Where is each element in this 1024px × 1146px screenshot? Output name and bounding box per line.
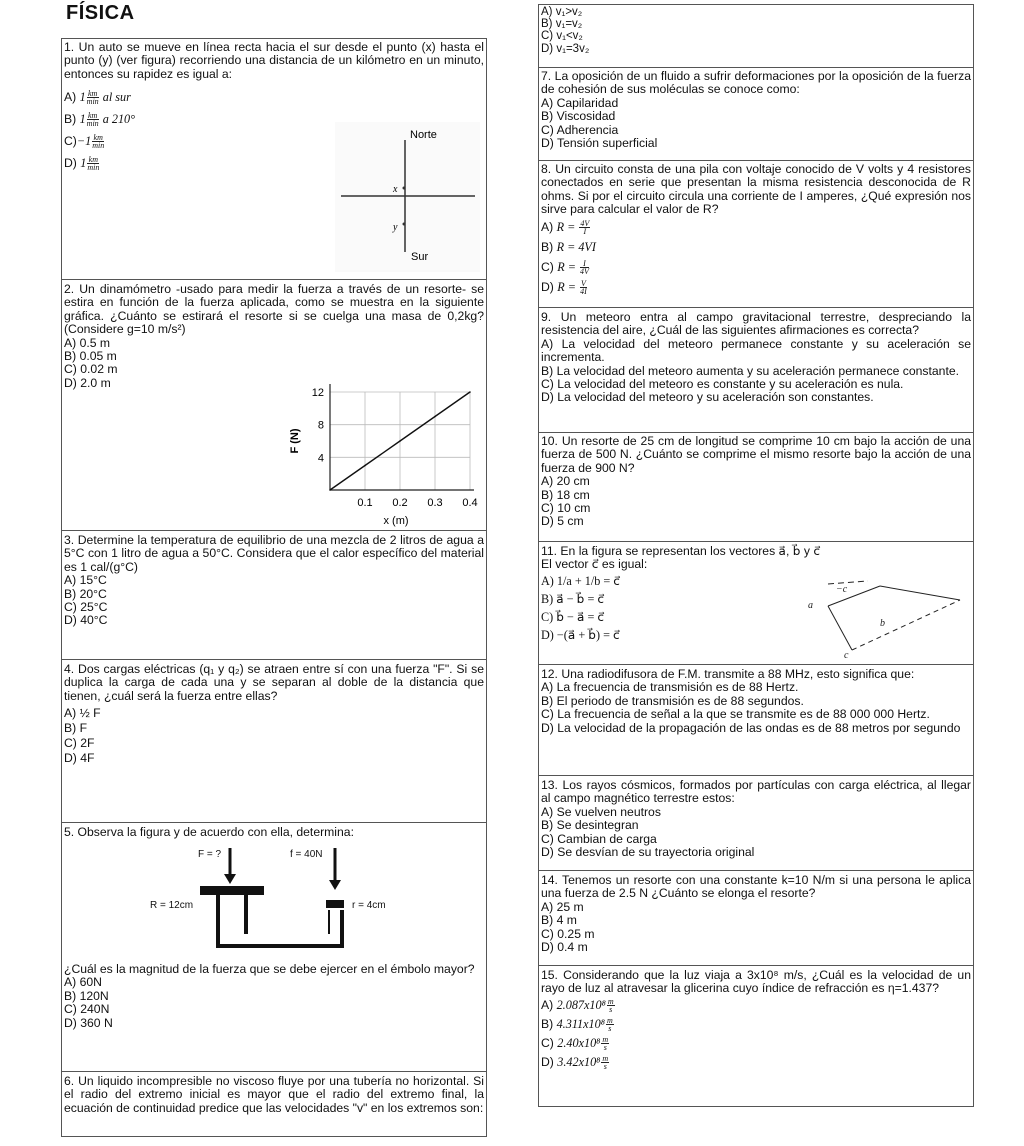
option-12d: D) La velocidad de la propagación de las ondas es de 88 metros por segundo (541, 720, 961, 735)
small-radius-label: r = 4cm (352, 900, 386, 911)
option-2d: D) 2.0 m (64, 375, 111, 390)
option-13a: A) Se vuelven neutros (541, 804, 661, 819)
option-9c: C) La velocidad del meteoro es constante y su aceleración es nula. (541, 377, 904, 392)
force-unknown-label: F = ? (198, 849, 222, 860)
option-6a: A) v₁>v₂ (541, 6, 583, 18)
force-known-label: f = 40N (290, 849, 323, 860)
question-1-options (64, 86, 264, 174)
chart-ytick-label-1: 8 (317, 419, 324, 432)
chart-xtick-label-1: 0.2 (392, 497, 408, 509)
option-10b: B) 18 cm (541, 487, 590, 502)
question-6-statement: 6. Un liquido incompresible no viscoso fluye por una tubería no horizontal. Si el radio del extremo inicial es mayor que el radio del extremo final, la ecuación de continuidad predice que las velocidades "v" en los extremos son: (64, 1074, 484, 1115)
option-7c: C) Adherencia (541, 122, 619, 137)
chart-ytick-label-2: 12 (311, 387, 324, 399)
option-5d: D) 360 N (64, 1015, 113, 1030)
subject-title: FÍSICA (66, 2, 135, 24)
question-1-statement: 1. Un auto se mueve en línea recta hacia el sur desde el punto (x) hasta el punto (y) (ver figura) recorriendo una distancia de un kilómetro en un minuto, entonces su rapidez es igual a: (64, 40, 484, 81)
question-6 (64, 1075, 484, 1115)
chart-point-2 (399, 440, 401, 442)
option-7d: D) Tensión superficial (541, 136, 658, 151)
question-6-options (541, 6, 971, 55)
option-7a: A) Capilaridad (541, 95, 619, 110)
question-14-statement: 14. Tenemos un resorte con una constante k=10 N/m si una persona le aplica una fuerza de 2.5 N ¿Cuánto se elonga el resorte? (541, 873, 971, 901)
option-2a: A) 0.5 m (64, 335, 111, 350)
option-12b: B) El periodo de transmisión es de 88 segundos. (541, 693, 804, 708)
small-piston (326, 900, 344, 908)
vector-c (828, 606, 852, 650)
compass-south-label: Sur (411, 251, 429, 263)
option-14b: B) 4 m (541, 913, 577, 928)
chart-point-3 (434, 416, 436, 418)
option-2b: B) 0.05 m (64, 349, 117, 364)
question-7-statement: 7. La oposición de un fluido a sufrir deformaciones por la oposición de la fuerza de cohesión de sus moléculas se conoce como: (541, 69, 971, 97)
large-radius-label: R = 12cm (150, 900, 194, 911)
option-4a: A) ½ F (64, 706, 101, 721)
hydraulic-press-figure (130, 842, 430, 962)
option-6c: C) v₁<v₂ (541, 30, 583, 43)
question-2-statement: 2. Un dinamómetro -usado para medir la fuerza a través de un resorte- se estira en función de la fuerza aplicada, como se muestra en la siguiente gráfica. ¿Cuánto se estirará el resorte si se cuelga una masa de 0,2kg? (Considere g=10 m/s²) (64, 282, 484, 337)
option-3a: A) 15°C (64, 573, 107, 588)
option-10a: A) 20 cm (541, 474, 590, 489)
question-4 (64, 663, 484, 766)
chart-point-1 (364, 465, 366, 467)
question-13-statement: 13. Los rayos cósmicos, formados por partículas con carga eléctrica, al llegar al campo magnético terrestre estos: (541, 778, 971, 806)
vector-b (880, 586, 960, 600)
option-6d: D) v₁=3v₂ (541, 42, 590, 55)
option-11b: B) a⃗ − b⃗ = c⃗ (541, 591, 605, 606)
option-3d: D) 40°C (64, 613, 108, 628)
option-11a: A) 1/a + 1/b = c⃗ (541, 573, 621, 588)
option-7b: B) Viscosidad (541, 109, 616, 124)
option-11d: D) −(a⃗ + b⃗) = c⃗ (541, 627, 620, 642)
option-14d: D) 0.4 m (541, 940, 588, 955)
option-14c: C) 0.25 m (541, 926, 595, 941)
option-15a: A) 2.087x10⁸ $\frac{m}{s}$ (541, 997, 614, 1015)
question-8-statement: 8. Un circuito consta de una pila con voltaje conocido de V volts y 4 resistores conectados en serie que presentan la misma resistencia desconocida de R ohms. Si por el circuito circula una corriente de I amperes, ¿Qué expresión nos sirve para calcular el valor de R? (541, 162, 971, 217)
chart-xtick-label-0: 0.1 (357, 497, 373, 509)
large-piston (200, 886, 264, 895)
question-12 (541, 668, 971, 735)
option-5b: B) 120N (64, 988, 109, 1003)
option-10d: D) 5 cm (541, 514, 584, 529)
vector-a-label: a⃗ (808, 600, 821, 611)
option-9a: A) La velocidad del meteoro permanece constante y su aceleración se incrementa. (541, 336, 971, 365)
option-1c: C)−1 $\frac{km}{\min}$ (64, 133, 105, 151)
option-9b: B) La velocidad del meteoro aumenta y su aceleración permanece constante. (541, 363, 960, 378)
question-1 (64, 41, 484, 81)
option-3c: C) 25°C (64, 600, 108, 615)
vector-c-label: c⃗ (844, 650, 857, 661)
compass-point-y: y (393, 222, 398, 233)
option-1d: D) 1 $\frac{km}{\min}$ (64, 155, 100, 173)
vector-c-negative (852, 600, 960, 650)
vector-b-label: b⃗ (880, 618, 893, 629)
option-12a: A) La frecuencia de transmisión es de 88 Hertz. (541, 680, 799, 695)
option-15b: B) 4.311x10⁸ $\frac{m}{s}$ (541, 1016, 613, 1034)
option-8d: D) R = $\frac{V}{4I}$ (541, 278, 587, 296)
question-7 (541, 70, 971, 150)
option-5a: A) 60N (64, 975, 102, 990)
option-13c: C) Cambian de carga (541, 831, 657, 846)
option-13b: B) Se desintegran (541, 818, 639, 833)
option-13d: D) Se desvían de su trayectoria original (541, 845, 755, 860)
question-9-statement: 9. Un meteoro entra al campo gravitacional terrestre, despreciando la resistencia del aire, ¿Cuál de las siguientes afirmaciones es correcta? (541, 310, 971, 338)
question-15-statement: 15. Considerando que la luz viaja a 3x10⁸ m/s, ¿Cuál es la velocidad de un rayo de luz al atravesar la glicerina cuyo índice de refracción es η=1.437? (541, 968, 971, 996)
question-10-statement: 10. Un resorte de 25 cm de longitud se comprime 10 cm bajo la acción de una fuerza de 500 N. ¿Cuánto se comprime el mismo resorte bajo la acción de una fuerza de 900 N? (541, 434, 971, 475)
option-15c: C) 2.40x10⁸ $\frac{m}{s}$ (541, 1035, 609, 1053)
force-displacement-chart (282, 378, 482, 530)
option-4b: B) F (64, 721, 88, 736)
option-9d: D) La velocidad del meteoro y su aceleración son constantes. (541, 390, 874, 405)
option-2c: C) 0.02 m (64, 362, 118, 377)
chart-xtick-label-2: 0.3 (427, 497, 443, 509)
question-5-statement: 5. Observa la figura y de acuerdo con ella, determina: (64, 825, 354, 839)
option-12c: C) La frecuencia de señal a la que se transmite es de 88 000 000 Hertz. (541, 707, 930, 722)
question-15 (541, 969, 971, 1072)
question-5-tail (64, 963, 484, 1030)
question-11-subtitle: El vector c⃗ es igual: (541, 557, 648, 572)
option-8b: B) R = 4VI (541, 239, 596, 254)
option-10c: C) 10 cm (541, 501, 591, 516)
option-6b: B) v₁=v₂ (541, 18, 583, 31)
question-10 (541, 435, 971, 529)
option-14a: A) 25 m (541, 899, 584, 914)
question-5-question: ¿Cuál es la magnitud de la fuerza que se debe ejercer en el émbolo mayor? (64, 962, 475, 976)
compass-figure (335, 122, 480, 272)
option-8a: A) R = $\frac{4V}{I}$ (541, 218, 590, 236)
option-5c: C) 240N (64, 1002, 110, 1017)
option-4d: D) 4F (64, 751, 95, 766)
question-12-statement: 12. Una radiodifusora de F.M. transmite a 88 MHz, esto significa que: (541, 667, 915, 681)
question-3-statement: 3. Determine la temperatura de equilibrio de una mezcla de 2 litros de agua a 5°C con 1 litro de agua a 50°C. Considera que el calor específico del material es 1 cal/(g°C) (64, 533, 484, 574)
option-1a: A) 1 $\frac{km}{\min}$ al sur (64, 89, 131, 107)
chart-ytick-label-0: 4 (317, 452, 324, 465)
question-4-statement: 4. Dos cargas eléctricas (q₁ y q₂) se atraen entre sí con una fuerza "F". Si se duplica la carga de cada una y se separan al doble de la distancia que tienen, ¿cuál será la fuerza entre ellas? (64, 662, 484, 703)
chart-ylabel: F (N) (289, 428, 301, 454)
question-3 (64, 534, 484, 628)
chart-xlabel: x (m) (383, 515, 409, 527)
vector-c-neg-label: −c⃗ (836, 584, 855, 595)
compass-point-x: x (393, 184, 398, 195)
option-8c: C) R = $\frac{I}{4V}$ (541, 258, 589, 276)
chart-point-4 (469, 391, 471, 393)
vectors-figure (800, 578, 970, 662)
chart-xtick-label-3: 0.4 (462, 497, 478, 509)
compass-north-label: Norte (410, 129, 437, 141)
question-9 (541, 311, 971, 405)
option-15d: D) 3.42x10⁸ $\frac{m}{s}$ (541, 1054, 609, 1072)
question-8 (541, 163, 971, 297)
question-2 (64, 283, 484, 390)
question-5 (64, 826, 484, 839)
option-3b: B) 20°C (64, 586, 107, 601)
option-1b: B) 1 $\frac{km}{\min}$ a 210° (64, 111, 136, 129)
option-4c: C) 2F (64, 736, 95, 751)
chart-point-0 (329, 489, 331, 491)
option-11c: C) b⃗ − a⃗ = c⃗ (541, 609, 605, 624)
question-14 (541, 874, 971, 954)
question-13 (541, 779, 971, 859)
question-11-statement: 11. En la figura se representan los vectores a⃗, b⃗ y c⃗ (541, 544, 821, 558)
